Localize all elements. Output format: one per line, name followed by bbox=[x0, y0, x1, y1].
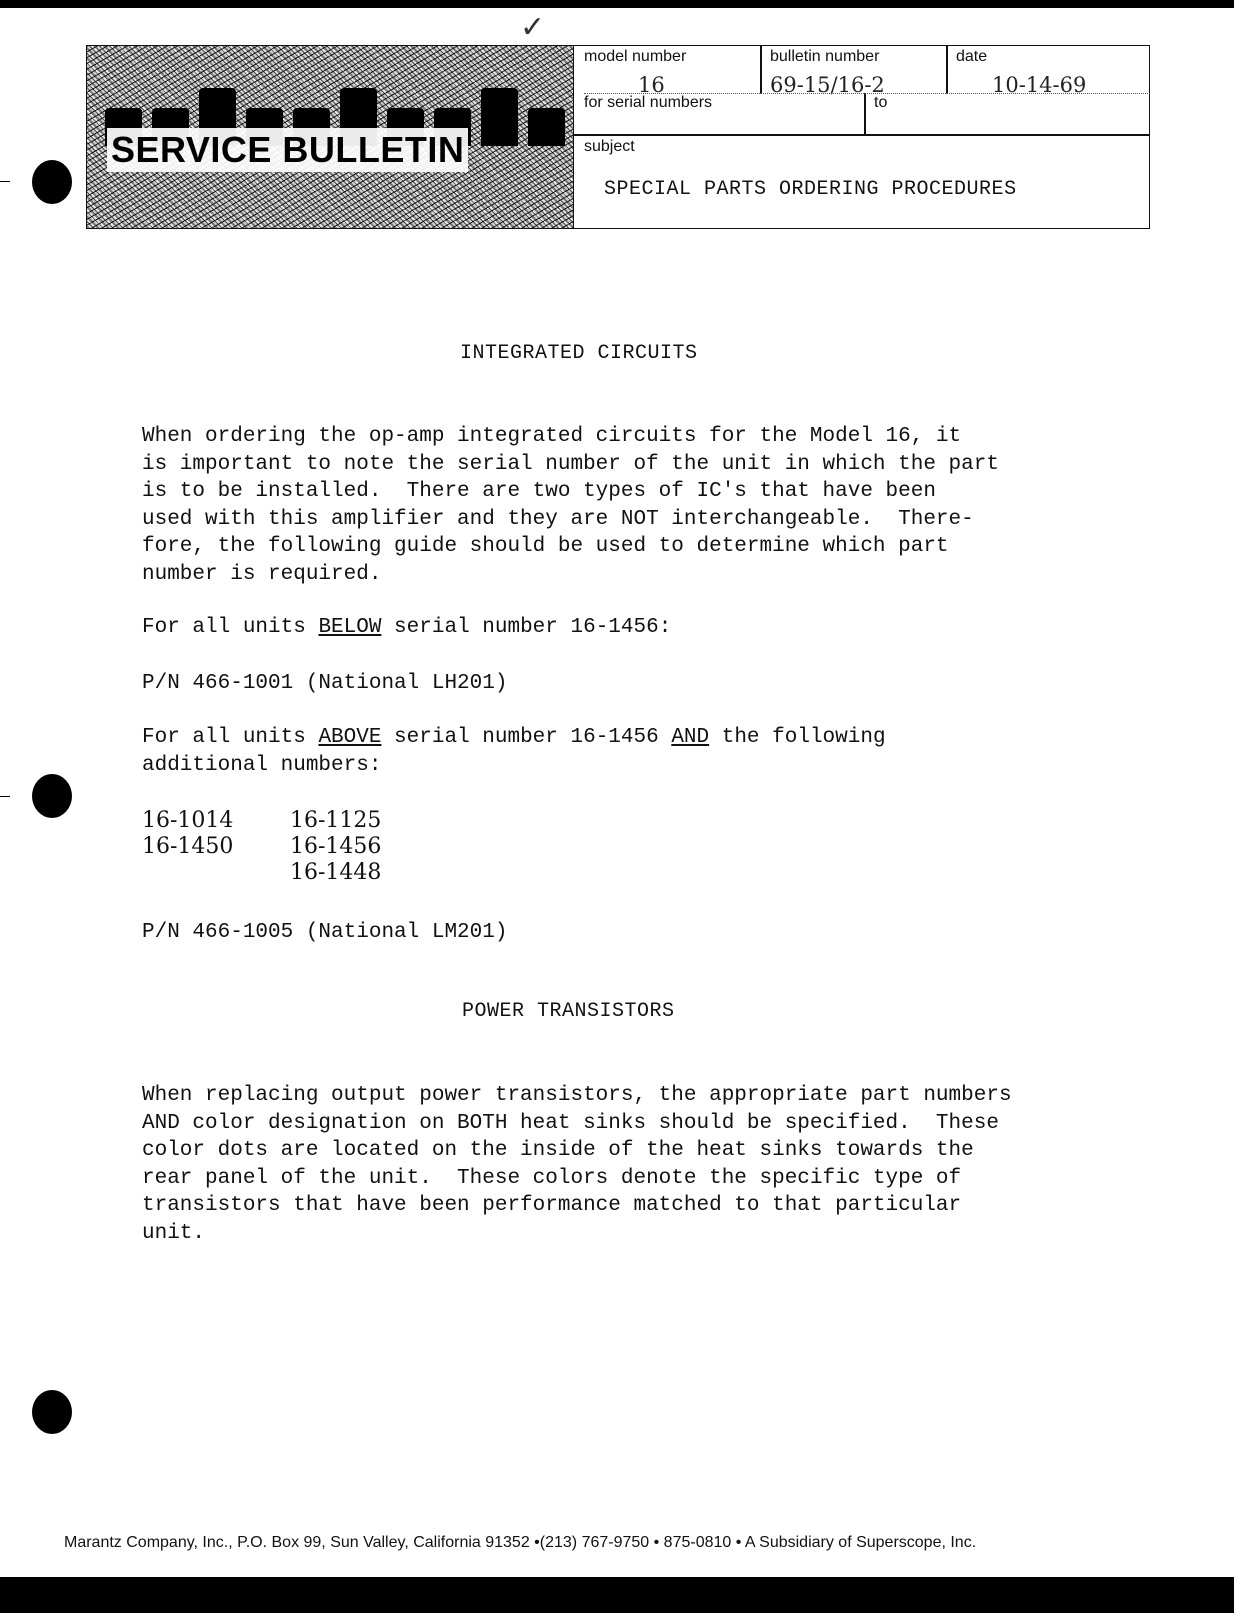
serial-to-label: to bbox=[874, 94, 888, 111]
part-number-2: P/N 466-1005 (National LM201) bbox=[142, 921, 508, 944]
punch-tick bbox=[0, 796, 10, 797]
bulletin-number-label: bulletin number bbox=[770, 48, 880, 65]
punch-hole-icon bbox=[32, 774, 72, 818]
pt-heading: POWER TRANSISTORS bbox=[462, 1000, 675, 1023]
serial-number-list bbox=[142, 808, 438, 886]
subject-value: SPECIAL PARTS ORDERING PROCEDURES bbox=[604, 178, 1017, 201]
bulletin-number-value: 69-15/16-2 bbox=[770, 73, 885, 97]
ic-paragraph: When ordering the op-amp integrated circuits for the Model 16, it is important to note the serial number of the unit in which the part is to be installed. There are two types of IC's that have been used with this amplifier and they are NOT interchangeable. There- fore, the following guide should be used to determine which part number is required. bbox=[142, 425, 999, 586]
pt-paragraph: When replacing output power transistors, the appropriate part numbers AND color designation on BOTH heat sinks should be specified. These color dots are located on the inside of the heat sinks towards the rear panel of the unit. These colors denote the specific type of transistors that have been performance matched to that particular unit. bbox=[142, 1084, 1012, 1245]
header-fields bbox=[573, 46, 1150, 228]
below-emphasis: BELOW bbox=[318, 616, 382, 639]
model-number-label: model number bbox=[584, 48, 687, 65]
below-serial-line: For all units BELOW serial number 16-1456: bbox=[142, 616, 672, 639]
additional-numbers-line: additional numbers: bbox=[142, 754, 382, 777]
part-number-1: P/N 466-1001 (National LH201) bbox=[142, 672, 508, 695]
above-serial-line: For all units ABOVE serial number 16-1456 AND the following bbox=[142, 726, 886, 749]
above-emphasis: ABOVE bbox=[318, 726, 382, 749]
service-bulletin-title: SERVICE BULLETIN bbox=[107, 128, 468, 172]
date-value: 10-14-69 bbox=[992, 73, 1087, 97]
model-number-value: 16 bbox=[638, 73, 665, 97]
check-mark-icon: ✓ bbox=[520, 10, 546, 45]
serial-numbers-label: for serial numbers bbox=[584, 94, 713, 111]
bulletin-header bbox=[86, 45, 1150, 229]
subject-label: subject bbox=[584, 138, 635, 155]
date-label: date bbox=[956, 48, 988, 65]
company-footer: Marantz Company, Inc., P.O. Box 99, Sun Valley, California 91352 •(213) 767-9750 • 875-0810 • A Subsidiary of Superscope, Inc. bbox=[64, 1534, 977, 1551]
punch-hole-icon bbox=[32, 160, 72, 204]
scan-top-edge bbox=[0, 0, 1234, 8]
and-emphasis: AND bbox=[671, 726, 710, 749]
punch-tick bbox=[0, 181, 10, 182]
list-item: 16-1450 16-1456 bbox=[142, 834, 382, 859]
punch-hole-icon bbox=[32, 1390, 72, 1434]
scan-bottom-edge bbox=[0, 1577, 1234, 1613]
marantz-logo bbox=[87, 46, 573, 228]
list-item: 16-1014 16-1125 bbox=[142, 808, 382, 833]
list-item: 16-1448 bbox=[290, 860, 382, 885]
ic-heading: INTEGRATED CIRCUITS bbox=[460, 342, 698, 365]
